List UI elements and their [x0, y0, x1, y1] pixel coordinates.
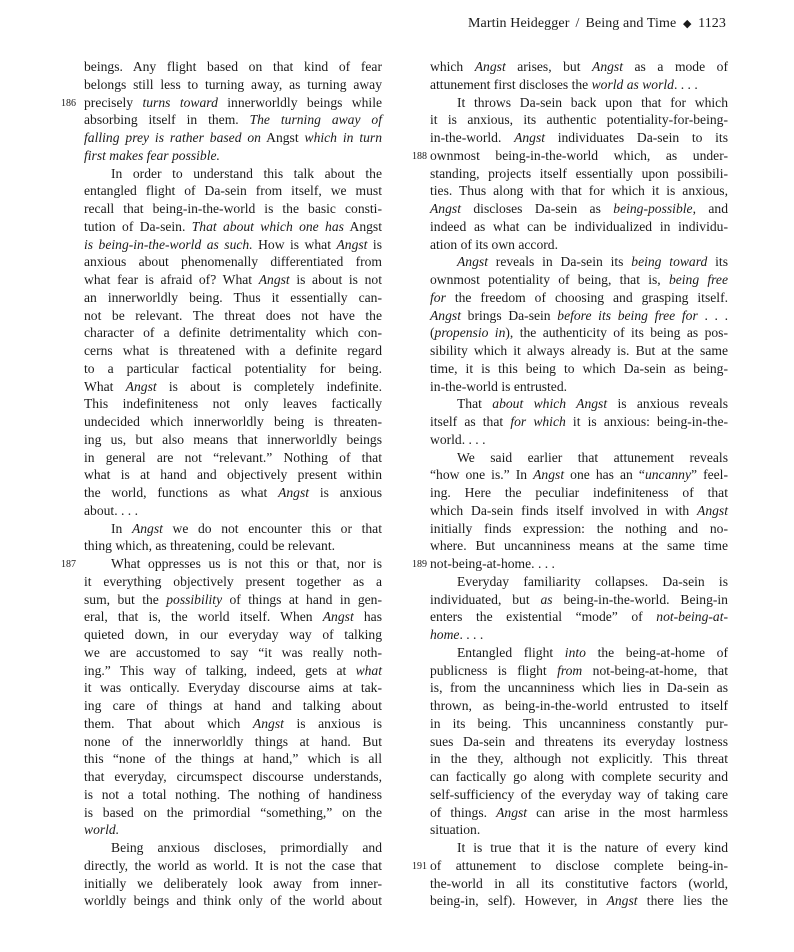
line-text: ing. Here the peculiar indefiniteness of that	[430, 485, 728, 500]
line-text: precisely turns toward innerworldly beings while	[84, 94, 383, 110]
line-text: about. . . .	[84, 502, 138, 518]
text-line	[84, 821, 382, 839]
line-text: none of the innerworldly things at hand. But	[84, 733, 382, 749]
line-text: in-the-world is entrusted.	[430, 378, 568, 394]
text-line	[84, 378, 382, 396]
text-line	[430, 324, 728, 342]
line-text: ation of its own accord.	[430, 236, 558, 252]
text-line	[84, 573, 382, 591]
line-text: What Angst is about is completely indefinite.	[84, 378, 382, 394]
line-text: “how one is.” In Angst one has an “uncanny” feel-	[430, 467, 728, 483]
text-line	[84, 449, 382, 467]
text-line	[430, 502, 728, 520]
text-line	[430, 378, 728, 396]
text-line	[412, 857, 728, 875]
line-text: time, it is this being to which Da-sein as being-	[430, 360, 728, 376]
line-text: attunement first discloses the world as world. . . .	[430, 76, 698, 92]
line-text: ownmost potentiality of being, that is, being free	[430, 272, 728, 287]
line-text: recall that being-in-the-world is the basic consti-	[84, 201, 382, 216]
line-text: worldly beings and think only of the world about	[84, 893, 382, 909]
line-text: home. . . .	[430, 627, 484, 642]
right-text-column	[412, 58, 729, 910]
line-text: falling prey is rather based on Angst which in turn	[84, 130, 382, 145]
text-line	[430, 360, 728, 378]
left-text-column	[61, 58, 383, 910]
line-text: beings. Any flight based on that kind of fear	[84, 59, 382, 74]
text-line	[84, 626, 382, 644]
line-text: Angst reveals in Da-sein its being toward its	[457, 254, 728, 270]
text-line	[84, 395, 382, 413]
line-text: Being anxious discloses, primordially and	[111, 840, 382, 855]
line-text: It is true that it is the nature of every kind	[457, 840, 728, 855]
line-text: in its being. This uncanniness constantly pur-	[430, 715, 728, 731]
line-text: of attunement to disclose complete being-in-	[430, 857, 728, 873]
line-text: tution of Da-sein. That about which one has Angst	[84, 218, 382, 234]
line-text: itself as that for which it is anxious: being-in-the-	[430, 414, 728, 429]
line-text: world.	[84, 822, 120, 838]
text-line	[430, 679, 728, 697]
line-text: Entangled flight into the being-at-home of	[457, 644, 728, 660]
line-text: situation.	[430, 822, 481, 838]
line-text: in the they, although not explicitly. This threat	[430, 751, 728, 767]
text-line	[430, 289, 728, 307]
text-line	[84, 697, 382, 715]
text-line	[430, 537, 728, 555]
line-text: ing care of things at hand and talking about	[84, 698, 382, 713]
text-line	[61, 555, 382, 573]
text-line	[84, 679, 382, 697]
text-line	[412, 147, 728, 165]
text-line	[84, 413, 382, 431]
marginal-page-number: 188	[412, 150, 427, 162]
text-line	[84, 537, 382, 555]
text-line	[84, 857, 382, 875]
line-text: quieted down, in our everyday way of talking	[84, 627, 382, 642]
text-line	[84, 324, 382, 342]
text-line	[84, 271, 382, 289]
text-line	[430, 804, 728, 822]
line-text: it is anxious, its authentic potentiality-for-being-	[430, 112, 728, 128]
text-line	[430, 449, 728, 467]
marginal-page-number: 186	[61, 97, 76, 109]
text-line	[84, 644, 382, 662]
text-line	[84, 608, 382, 626]
line-text: first makes fear possible.	[84, 147, 220, 163]
text-line	[84, 484, 382, 502]
text-line	[430, 875, 728, 893]
text-line	[84, 875, 382, 893]
text-line	[430, 626, 728, 644]
text-line	[430, 591, 728, 609]
text-line	[84, 892, 382, 910]
line-text: undecided which innerworldly being is threaten-	[84, 414, 382, 429]
line-text: initially we deliberately look away from inner-	[84, 875, 382, 891]
text-line	[84, 129, 382, 147]
line-text: ownmost being-in-the-world which, as under-	[430, 147, 728, 163]
text-line	[84, 786, 382, 804]
line-text: this “none of the things at hand,” which is all	[84, 751, 382, 767]
text-line	[430, 395, 728, 413]
line-text: that everyday, circumspect discourse understands,	[84, 769, 382, 784]
text-line	[430, 307, 728, 325]
line-text: thing which, as threatening, could be relevant.	[84, 538, 336, 554]
line-text: ing.” This way of talking, indeed, gets at what	[84, 662, 382, 678]
line-text: absorbing itself in them. The turning away of	[84, 112, 382, 128]
text-line	[430, 750, 728, 768]
text-line	[84, 76, 382, 94]
line-text: what fear is afraid of? What Angst is about is not	[84, 272, 382, 287]
line-text: to a particular factical potentiality for being.	[84, 360, 382, 376]
line-text: This indefiniteness not only leaves factically	[84, 396, 382, 412]
line-text: entangled flight of Da-sein from itself, we must	[84, 183, 382, 199]
text-line	[84, 839, 382, 857]
text-line	[430, 786, 728, 804]
line-text: sibility which it always already is. But at the same	[430, 343, 728, 358]
text-line	[84, 218, 382, 236]
text-line	[430, 821, 728, 839]
text-line	[84, 307, 382, 325]
line-text: Angst discloses Da-sein as being-possible, and	[430, 201, 728, 216]
text-line	[84, 591, 382, 609]
text-line	[430, 236, 728, 254]
line-text: belongs still less to turning away, as turning away	[84, 76, 382, 92]
text-line	[430, 662, 728, 680]
line-text: where. But uncanniness means at the same time	[430, 538, 728, 554]
text-line	[430, 165, 728, 183]
line-text: them. That about which Angst is anxious is	[84, 715, 382, 731]
line-text: is based on the primordial “something,” on the	[84, 804, 382, 820]
text-line	[84, 236, 382, 254]
line-text: in-the-world. Angst individuates Da-sein to its	[430, 130, 728, 145]
running-header	[454, 16, 726, 32]
line-text: the world, functions as what Angst is anxious	[84, 485, 382, 500]
text-line	[430, 182, 728, 200]
line-text: which Da-sein finds itself involved in with Angst	[430, 502, 728, 518]
text-line	[430, 768, 728, 786]
text-line	[430, 733, 728, 751]
marginal-page-number: 187	[61, 559, 76, 570]
line-text: It throws Da-sein back upon that for which	[457, 94, 728, 110]
line-text: in general are not “relevant.” Nothing of that	[84, 449, 382, 465]
page-number: 1123	[698, 16, 726, 31]
text-line	[84, 200, 382, 218]
text-line	[84, 502, 382, 520]
text-line	[430, 644, 728, 662]
line-text: enters the existential “mode” of not-being-at-	[430, 609, 728, 625]
line-text: We said earlier that attunement reveals	[457, 449, 728, 465]
line-text: directly, the world as world. It is not the case that	[84, 857, 382, 873]
line-text: is, from the uncanniness which lies in Da-sein as	[430, 680, 728, 696]
text-line	[84, 111, 382, 129]
line-text: self-sufficiency of the everyday way of taking care	[430, 786, 728, 802]
line-text: Angst brings Da-sein before its being free for . . .	[430, 307, 728, 323]
text-line	[84, 715, 382, 733]
text-line	[430, 413, 728, 431]
line-text: Everyday familiarity collapses. Da-sein is	[457, 573, 728, 589]
line-text: is not a total nothing. The nothing of handiness	[84, 786, 382, 802]
text-line	[430, 466, 728, 484]
text-line	[430, 200, 728, 218]
header-author: Martin Heidegger	[467, 16, 570, 31]
line-text: (propensio in), the authenticity of its being as pos-	[430, 325, 729, 341]
text-line	[430, 484, 728, 502]
text-line	[430, 94, 728, 112]
line-text: world. . . .	[430, 431, 486, 447]
line-text: individuated, but as being-in-the-world. Being-in	[430, 591, 728, 607]
line-text: standing, projects itself essentially upon possibili-	[430, 165, 728, 181]
marginal-page-number: 191	[412, 860, 427, 872]
header-separator: /	[575, 16, 580, 31]
text-line	[430, 715, 728, 733]
text-line	[430, 271, 728, 289]
line-text: eral, that is, the world itself. When Angst has	[84, 609, 382, 625]
text-line	[430, 431, 728, 449]
text-line	[84, 804, 382, 822]
text-line	[430, 839, 728, 857]
text-line	[84, 750, 382, 768]
text-line	[412, 555, 728, 573]
line-text: What oppresses us is not this or that, nor is	[111, 556, 382, 571]
text-line	[430, 520, 728, 538]
text-line	[430, 253, 728, 271]
line-text: sues Da-sein and threatens its everyday lostness	[430, 733, 728, 749]
line-text: That about which Angst is anxious reveals	[457, 396, 729, 412]
line-text: indeed as what can be individualized in individu-	[430, 218, 728, 234]
text-line	[84, 289, 382, 307]
text-line	[84, 431, 382, 449]
line-text: thrown, as being-in-the-world entrusted to itself	[430, 698, 728, 713]
line-text: character of a definite detrimentality which con-	[84, 325, 382, 341]
text-line	[430, 697, 728, 715]
text-line	[61, 94, 383, 112]
header-title: Being and Time	[585, 16, 677, 31]
text-line	[84, 466, 382, 484]
text-line	[430, 892, 728, 910]
line-text: the-world in all its constitutive factors (world,	[430, 875, 728, 891]
line-text: not-being-at-home. . . .	[430, 556, 555, 571]
text-line	[84, 253, 382, 271]
text-line	[84, 520, 382, 538]
text-line	[84, 662, 382, 680]
text-line	[430, 342, 728, 360]
text-line	[84, 768, 382, 786]
text-line	[430, 608, 728, 626]
line-text: sum, but the possibility of things at hand in gen-	[84, 591, 382, 607]
line-text: not be relevant. The threat does not have the	[84, 307, 382, 323]
line-text: is being-in-the-world as such. How is what Angst is	[84, 236, 382, 252]
text-line	[430, 111, 728, 129]
header-ornament: ◆	[682, 18, 692, 30]
marginal-page-number: 189	[412, 559, 427, 570]
line-text: of things. Angst can arise in the most harmless	[430, 804, 728, 820]
text-line	[84, 58, 382, 76]
text-line	[84, 165, 382, 183]
line-text: ties. Thus along with that for which it is anxious,	[430, 183, 728, 199]
line-text: for the freedom of choosing and grasping itself.	[430, 289, 728, 305]
line-text: In order to understand this talk about the	[111, 165, 382, 181]
text-line	[430, 218, 728, 236]
text-line	[430, 76, 728, 94]
line-text: ing us, but also means that innerworldly beings	[84, 431, 382, 447]
line-text: can factically go along with complete security and	[430, 769, 728, 784]
text-line	[430, 129, 728, 147]
line-text: an innerworldly being. Thus it essentially can-	[84, 289, 382, 305]
line-text: which Angst arises, but Angst as a mode of	[430, 59, 728, 74]
line-text: cerns what is threatened with a definite regard	[84, 343, 382, 358]
text-line	[84, 733, 382, 751]
text-line	[430, 58, 728, 76]
text-line	[84, 342, 382, 360]
line-text: being-in, self). However, in Angst there lies the	[430, 893, 728, 909]
line-text: In Angst we do not encounter this or that	[111, 520, 382, 536]
text-line	[84, 182, 382, 200]
line-text: what is at hand and objectively present within	[84, 467, 382, 483]
line-text: we are accustomed to say “it was really noth-	[84, 644, 382, 660]
line-text: anxious about phenomenally differentiated from	[84, 254, 382, 270]
line-text: it everything objectively present together as a	[84, 573, 382, 589]
line-text: publicness is flight from not-being-at-home, that	[430, 662, 728, 678]
line-text: it was ontically. Everyday discourse aims at tak-	[84, 680, 382, 696]
text-line	[430, 573, 728, 591]
line-text: initially finds expression: the nothing and no-	[430, 520, 728, 536]
text-line	[84, 360, 382, 378]
text-line	[84, 147, 382, 165]
